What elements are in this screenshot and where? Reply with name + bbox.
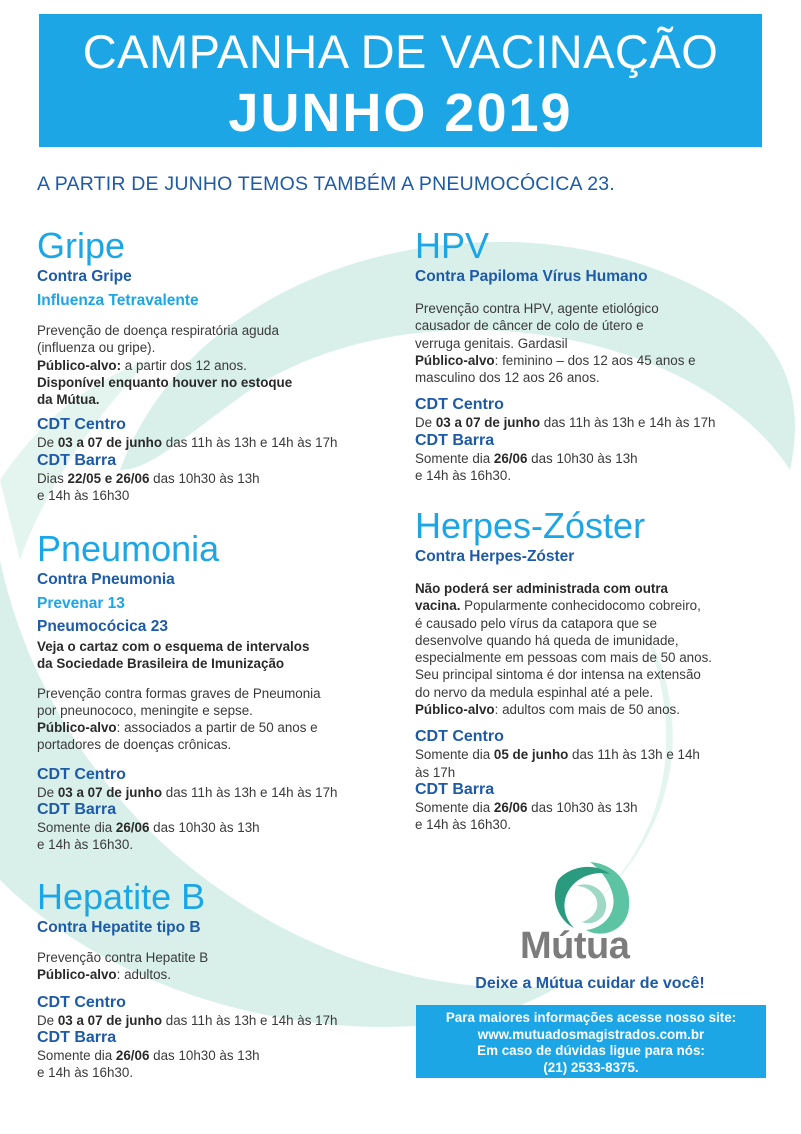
schedule-line: Dias 22/05 e 26/06 das 10h30 às 13h (37, 470, 260, 486)
site-barra: CDT Barra (37, 1028, 117, 1046)
section-subtitle: Contra Pneumonia (37, 571, 175, 588)
site-centro: CDT Centro (37, 765, 126, 783)
info-line: Para maiores informações acesse nosso site: (445, 1010, 737, 1025)
website-link[interactable]: www.mutuadosmagistrados.com.br (477, 1026, 705, 1042)
audience-line: masculino dos 12 aos 26 anos. (415, 370, 600, 386)
audience-line: Público-alvo: feminino – dos 12 aos 45 anos e (415, 352, 696, 368)
description-line: verruga genitais. Gardasil (415, 335, 568, 351)
site-barra: CDT Barra (37, 801, 117, 819)
description-line: por pneunococo, meningite e sepse. (37, 702, 253, 718)
warning-note: Não poderá ser administrada com outra (415, 581, 669, 596)
description-line: Seu principal sintoma é dor intensa na extensão (415, 667, 701, 683)
section-title: HPV (415, 225, 490, 266)
site-barra: CDT Barra (415, 780, 495, 798)
schedule-line: Somente dia 26/06 das 10h30 às 13h (37, 820, 260, 836)
schedule-line: às 17h (415, 764, 456, 780)
description-line: (influenza ou gripe). (37, 340, 156, 356)
schedule-line: e 14h às 16h30. (415, 468, 512, 484)
schedule-line: De 03 a 07 de junho das 11h às 13h e 14h às 17h (37, 1012, 338, 1028)
campaign-month: JUNHO 2019 (228, 83, 573, 143)
schedule-note: da Sociedade Brasileira de Imunização (37, 656, 285, 672)
description-line: do nervo da medula espinhal até a pele. (415, 684, 654, 700)
site-centro: CDT Centro (37, 993, 126, 1011)
schedule-note: Veja o cartaz com o esquema de intervalos (37, 639, 310, 654)
audience-label: Público-alvo (415, 702, 495, 718)
campaign-title: CAMPANHA DE VACINAÇÃO (82, 25, 719, 78)
tagline: Deixe a Mútua cuidar de você! (475, 975, 705, 992)
info-line: Em caso de dúvidas ligue para nós: (477, 1043, 705, 1058)
vaccine-name: Influenza Tetravalente (37, 292, 199, 309)
schedule-line: Somente dia 05 de junho das 11h às 13h e 14h (415, 747, 700, 763)
description-line: desenvolve quando há queda de imunidade, (415, 632, 679, 648)
audience-line: Público-alvo: adultos. (37, 967, 171, 983)
section-subtitle: Contra Papiloma Vírus Humano (415, 268, 648, 285)
schedule-line: e 14h às 16h30. (37, 837, 134, 853)
site-barra: CDT Barra (37, 451, 117, 469)
section-hpv (415, 226, 775, 484)
audience-label: Público-alvo (415, 352, 495, 368)
audience-line: Público-alvo: adultos com mais de 50 anos. (415, 702, 680, 718)
schedule-line: e 14h às 16h30. (415, 817, 512, 833)
section-subtitle: Contra Hepatite tipo B (37, 919, 201, 936)
contact-box (416, 1005, 766, 1078)
warning-note: vacina. (415, 598, 461, 614)
audience-value: a partir dos 12 anos. (121, 357, 247, 373)
section-title: Gripe (37, 225, 126, 266)
schedule-line: Somente dia 26/06 das 10h30 às 13h (37, 1047, 260, 1063)
audience-line (37, 357, 397, 374)
intro-text: A PARTIR DE JUNHO TEMOS TAMBÉM A PNEUMOCÓCICA 23. (37, 173, 615, 195)
vaccine-name: Pneumocócica 23 (37, 618, 168, 635)
description-line: Popularmente conhecidocomo cobreiro, (460, 598, 701, 614)
brand-name: Mútua (520, 925, 630, 967)
header-banner (39, 14, 762, 147)
schedule-line: De 03 a 07 de junho das 11h às 13h e 14h às 17h (37, 784, 338, 800)
description-line: especialmente em pessoas com mais de 50 anos. (415, 650, 712, 666)
audience-line: portadores de doenças crônicas. (37, 737, 232, 753)
description-line: Prevenção de doença respiratória aguda (37, 323, 279, 338)
section-title: Pneumonia (37, 528, 220, 569)
stock-note: da Mútua. (37, 392, 100, 408)
info-line-end: . (634, 1059, 639, 1075)
stock-note: Disponível enquanto houver no estoque (37, 374, 293, 390)
section-gripe (37, 226, 397, 504)
schedule-line: De 03 a 07 de junho das 11h às 13h e 14h às 17h (415, 415, 716, 431)
phone-number[interactable]: (21) 2533-8375 (543, 1059, 635, 1075)
section-subtitle: Contra Gripe (37, 268, 132, 285)
description-line: é causado pelo vírus da catapora que se (415, 615, 657, 631)
schedule-line: De 03 a 07 de junho das 11h às 13h e 14h às 17h (37, 435, 338, 451)
section-title: Herpes-Zóster (415, 505, 646, 546)
section-pneumonia (37, 529, 397, 854)
audience-label: Público-alvo (37, 720, 117, 736)
description-line: Prevenção contra formas graves de Pneumonia (37, 685, 321, 701)
audience-label: Público-alvo (37, 967, 117, 983)
site-centro: CDT Centro (415, 728, 504, 746)
audience-label: Público-alvo: (37, 357, 122, 373)
schedule-line: Somente dia 26/06 das 10h30 às 13h (415, 450, 638, 466)
site-centro: CDT Centro (37, 416, 126, 434)
section-title: Hepatite B (37, 876, 206, 917)
section-hepatite (37, 877, 397, 1081)
site-centro: CDT Centro (415, 396, 504, 414)
schedule-line: e 14h às 16h30 (37, 488, 130, 504)
section-herpes (415, 506, 780, 834)
description-line: Prevenção contra HPV, agente etiológico (415, 301, 659, 316)
schedule-line: Somente dia 26/06 das 10h30 às 13h (415, 799, 638, 815)
section-subtitle: Contra Herpes-Zóster (415, 548, 575, 565)
description-line: causador de câncer de colo de útero e (415, 318, 644, 334)
vaccine-name: Prevenar 13 (37, 595, 125, 612)
audience-line: Público-alvo: associados a partir de 50 anos e (37, 720, 318, 736)
description-line: Prevenção contra Hepatite B (37, 950, 209, 965)
site-barra: CDT Barra (415, 431, 495, 449)
schedule-line: e 14h às 16h30. (37, 1065, 134, 1081)
